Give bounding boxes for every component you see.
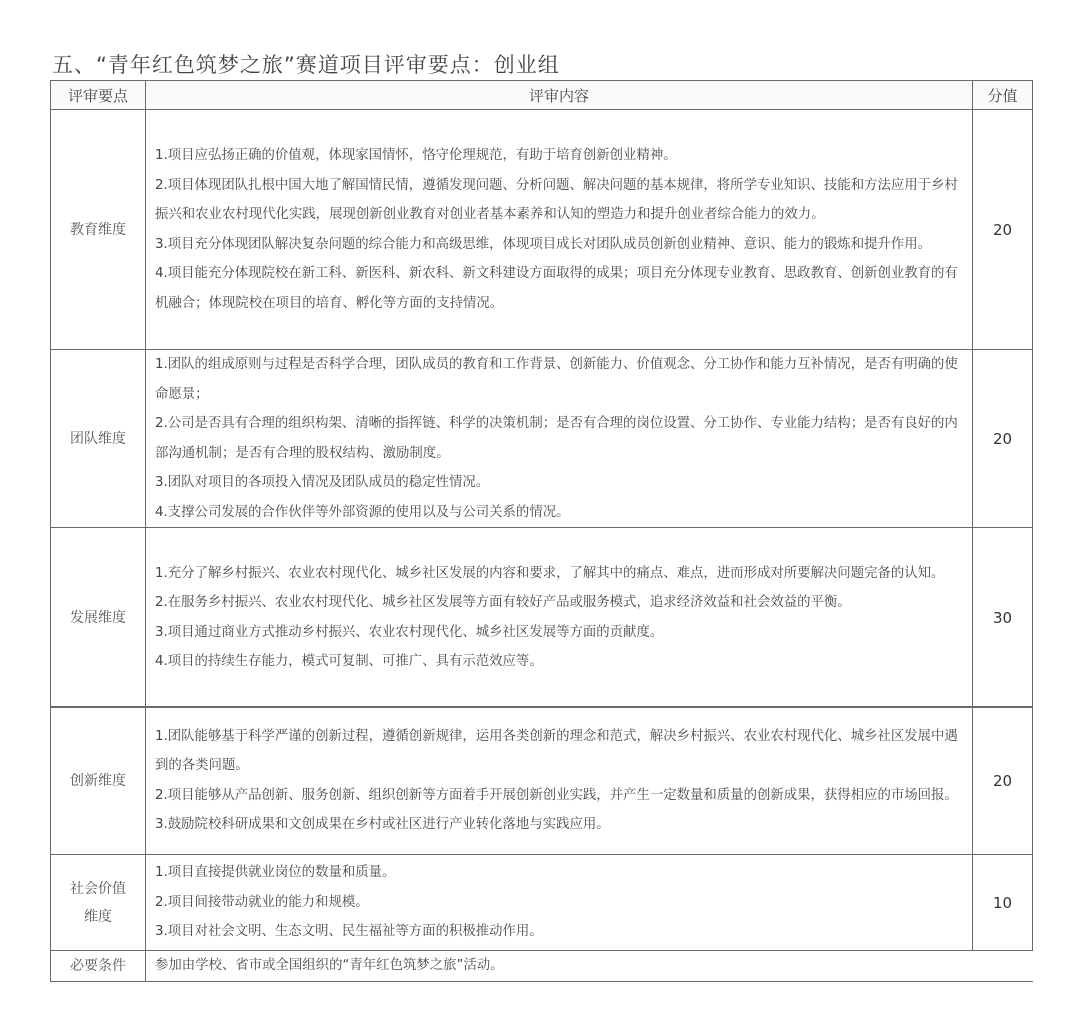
scoring-table-part-1 — [50, 80, 1033, 708]
table-header-row — [51, 81, 1033, 110]
row-score: 20 — [973, 110, 1033, 350]
table-row — [51, 707, 1033, 855]
row-content — [146, 110, 973, 350]
row-score: 20 — [973, 707, 1033, 855]
table-row — [51, 110, 1033, 350]
list-item: 4.支撑公司发展的合作伙伴等外部资源的使用以及与公司关系的情况。 — [155, 504, 570, 520]
table-row — [51, 951, 1033, 982]
row-content — [146, 707, 973, 855]
row-criterion: 发展维度 — [51, 528, 146, 708]
list-item: 2.项目体现团队扎根中国大地了解国情民情，遵循发现问题、分析问题、解决问题的基本规律，将所学专业知识、技能和方法应用于乡村振兴和农业农村现代化实践，展现创新创业教育对创业者基本素养和认知的塑造力和提升创业者综合能力的效力。 — [155, 177, 958, 222]
list-item: 2.在服务乡村振兴、农业农村现代化、城乡社区发展等方面有较好产品或服务模式，追求经济效益和社会效益的平衡。 — [155, 595, 851, 610]
row-content — [146, 951, 1033, 982]
row-criterion: 必要条件 — [51, 951, 146, 982]
list-item: 2.公司是否具有合理的组织构架、清晰的指挥链、科学的决策机制；是否有合理的岗位设置、分工协作、专业能力结构；是否有良好的内部沟通机制；是否有合理的股权结构、激励制度。 — [155, 416, 958, 461]
table-row — [51, 528, 1033, 708]
header-content: 评审内容 — [146, 81, 973, 110]
list-item: 3.鼓励院校科研成果和文创成果在乡村或社区进行产业转化落地与实践应用。 — [155, 817, 610, 832]
list-item: 4.项目的持续生存能力，模式可复制、可推广、具有示范效应等。 — [155, 654, 543, 669]
row-score: 30 — [973, 528, 1033, 708]
row-content — [146, 855, 973, 951]
row-criterion: 社会价值维度 — [51, 855, 146, 951]
row-criterion: 创新维度 — [51, 707, 146, 855]
row-criterion: 教育维度 — [51, 110, 146, 350]
list-item: 3.团队对项目的各项投入情况及团队成员的稳定性情况。 — [155, 475, 490, 490]
table-row — [51, 855, 1033, 951]
row-content — [146, 528, 973, 708]
list-item: 1.项目应弘扬正确的价值观，体现家国情怀，恪守伦理规范，有助于培育创新创业精神。 — [155, 148, 677, 163]
row-score: 20 — [973, 350, 1033, 528]
list-item: 参加由学校、省市或全国组织的“青年红色筑梦之旅”活动。 — [155, 958, 504, 973]
header-criterion: 评审要点 — [51, 81, 146, 110]
list-item: 3.项目对社会文明、生态文明、民生福祉等方面的积极推动作用。 — [155, 924, 543, 940]
list-item: 2.项目能够从产品创新、服务创新、组织创新等方面着手开展创新创业实践，并产生一定数量和质量的创新成果，获得相应的市场回报。 — [155, 787, 958, 803]
list-item: 4.项目能充分体现院校在新工科、新医科、新农科、新文科建设方面取得的成果；项目充分体现专业教育、思政教育、创新创业教育的有机融合；体现院校在项目的培育、孵化等方面的支持情况。 — [155, 266, 958, 311]
list-item: 3.项目通过商业方式推动乡村振兴、农业农村现代化、城乡社区发展等方面的贡献度。 — [155, 624, 664, 640]
list-item: 1.项目直接提供就业岗位的数量和质量。 — [155, 865, 396, 881]
list-item: 2.项目间接带动就业的能力和规模。 — [155, 894, 369, 910]
header-score: 分值 — [973, 81, 1033, 110]
list-item: 1.团队的组成原则与过程是否科学合理，团队成员的教育和工作背景、创新能力、价值观念、分工协作和能力互补情况，是否有明确的使命愿景； — [155, 357, 958, 402]
page-title: 五、“青年红色筑梦之旅”赛道项目评审要点：创业组 — [52, 53, 560, 77]
row-score: 10 — [973, 855, 1033, 951]
table-row — [51, 350, 1033, 528]
scoring-table-part-2 — [50, 706, 1033, 982]
list-item: 1.团队能够基于科学严谨的创新过程，遵循创新规律，运用各类创新的理念和范式，解决乡村振兴、农业农村现代化、城乡社区发展中遇到的各类问题。 — [155, 728, 958, 773]
row-criterion: 团队维度 — [51, 350, 146, 528]
list-item: 1.充分了解乡村振兴、农业农村现代化、城乡社区发展的内容和要求，了解其中的痛点、难点，进而形成对所要解决问题完备的认知。 — [155, 565, 945, 581]
row-content — [146, 350, 973, 528]
list-item: 3.项目充分体现团队解决复杂问题的综合能力和高级思维，体现项目成长对团队成员创新创业精神、意识、能力的锻炼和提升作用。 — [155, 236, 932, 252]
